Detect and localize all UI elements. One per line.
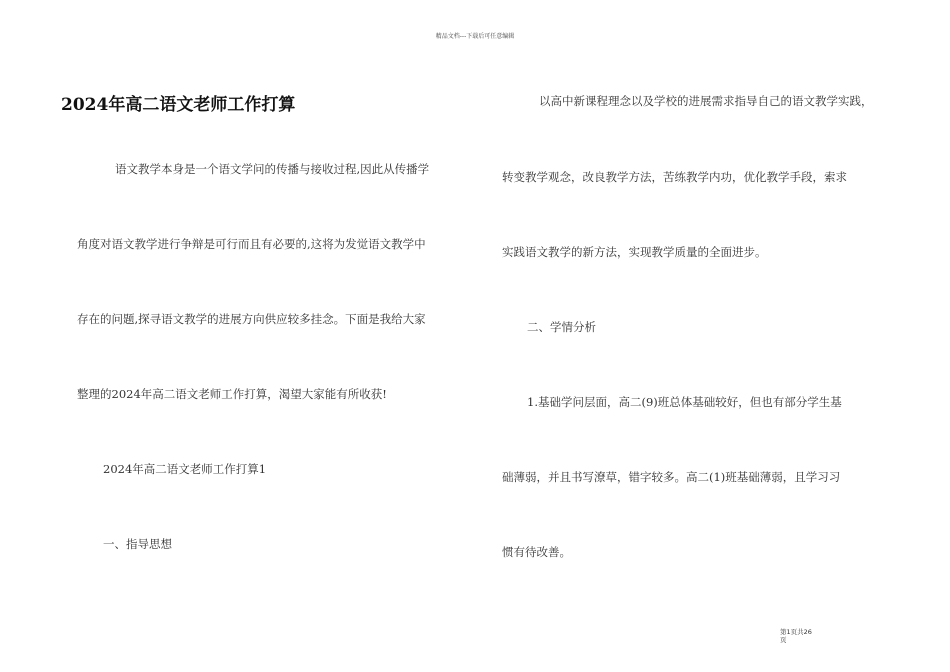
section-heading: 一、指导思想 <box>103 537 172 551</box>
paragraph-line: 存在的问题,探寻语文教学的进展方向供应较多挂念。下面是我给大家 <box>77 312 426 326</box>
paragraph-line: 语文教学本身是一个语文学问的传播与接收过程,因此从传播学 <box>115 162 430 176</box>
paragraph-line: 1.基础学问层面，高二(9)班总体基础较好，但也有部分学生基 <box>527 395 842 409</box>
paragraph-line: 实践语文教学的新方法，实现教学质量的全面进步。 <box>502 245 767 259</box>
paragraph-line: 整理的2024年高二语文老师工作打算，渴望大家能有所收获! <box>77 387 387 401</box>
section-heading: 2024年高二语文老师工作打算1 <box>103 462 267 476</box>
document-title: 2024年高二语文老师工作打算 <box>61 95 296 115</box>
page-number <box>780 628 840 644</box>
paragraph-line: 础薄弱，并且书写潦草，错字较多。高二(1)班基础薄弱，且学习习 <box>502 470 841 484</box>
paragraph-line: 角度对语文教学进行争辩是可行而且有必要的,这将为发觉语文教学中 <box>77 237 426 251</box>
page-number-line2: 页 <box>780 636 787 644</box>
paragraph-line: 惯有待改善。 <box>502 545 571 559</box>
section-heading: 二、学情分析 <box>527 320 596 334</box>
page-number-line1: 第1页共26 <box>780 628 812 636</box>
paragraph-line: 以高中新课程理念以及学校的进展需求指导自己的语文教学实践， <box>539 94 873 108</box>
header-note: 精品文档---下载后可任意编辑 <box>435 33 515 40</box>
paragraph-line: 转变教学观念，改良教学方法，苦练教学内功，优化教学手段，索求 <box>502 170 847 184</box>
